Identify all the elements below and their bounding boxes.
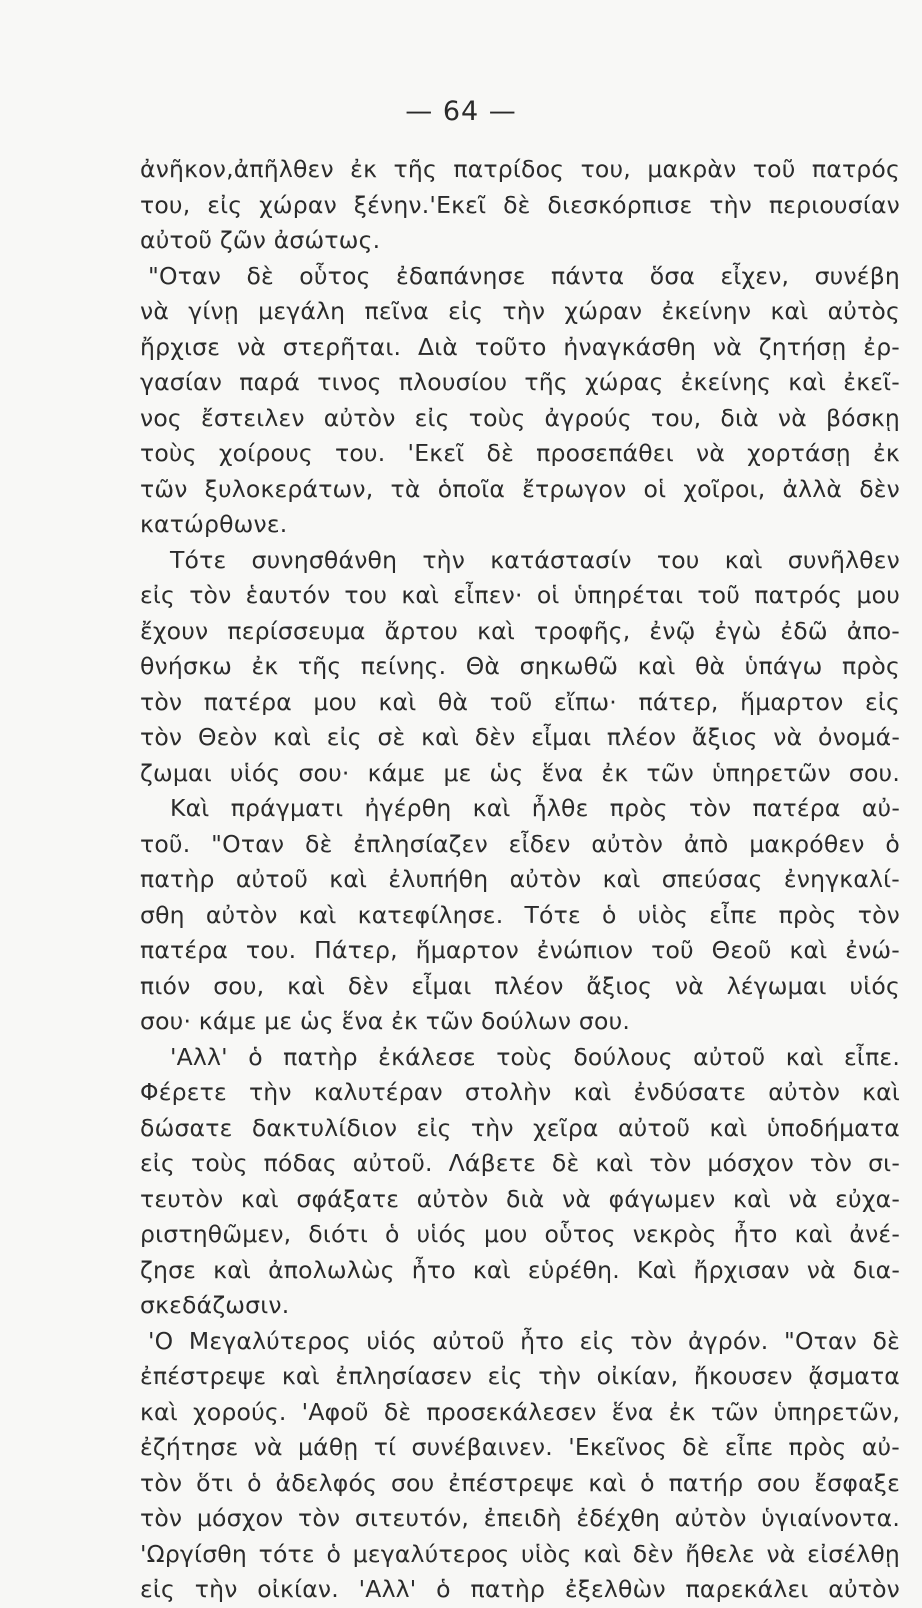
text-line: Φέρετε τὴν καλυτέραν στολὴν καὶ ἐνδύσατε αὐτὸν καὶ [140, 1078, 900, 1106]
text-line: 'Ωργίσθη τότε ὁ μεγαλύτερος υἱὸς καὶ δὲν ἤθελε νὰ εἰσέλθῃ [140, 1539, 900, 1568]
paragraph [140, 259, 900, 543]
text-line: καὶ χορούς. 'Αφοῦ δὲ προσεκάλεσεν ἕνα ἐκ τῶν ὑπηρετῶν, [140, 1397, 900, 1426]
text-line: πιόν σου, καὶ δὲν εἶμαι πλέον ἄξιος νὰ λέγωμαι υἱός [140, 971, 900, 1000]
text-line: πατὴρ αὐτοῦ καὶ ἐλυπήθη αὐτὸν καὶ σπεύσας ἐνηγκαλί- [140, 865, 900, 893]
paragraph [140, 791, 900, 1040]
text-line: σου· κάμε με ὡς ἕνα ἐκ τῶν δούλων σου. [140, 1007, 631, 1035]
text-line: Καὶ πράγματι ἠγέρθη καὶ ἦλθε πρὸς τὸν πατέρα αὐ- [170, 794, 900, 822]
text-line: ριστηθῶμεν, διότι ὁ υἱός μου οὗτος νεκρὸς ἦτο καὶ ἀνέ- [140, 1220, 900, 1248]
text-line: εἰς τὴν οἰκίαν. 'Αλλ' ὁ πατὴρ ἐξελθὼν παρεκάλει αὐτὸν [140, 1575, 900, 1603]
text-line: σθη αὐτὸν καὶ κατεφίλησε. Τότε ὁ υἱὸς εἶπε πρὸς τὸν [140, 900, 900, 929]
text-line: Τότε συνησθάνθη τὴν κατάστασίν του καὶ συνῆλθεν [170, 545, 900, 574]
text-line: θνήσκω ἐκ τῆς πείνης. Θὰ σηκωθῶ καὶ θὰ ὑπάγω πρὸς [140, 652, 900, 680]
text-line: τῶν ξυλοκεράτων, τὰ ὁποῖα ἔτρωγον οἱ χοῖροι, ἀλλὰ δὲν [140, 474, 900, 503]
text-line: αὐτοῦ ζῶν ἀσώτως. [140, 226, 381, 254]
page-number: — 64 — [405, 96, 517, 127]
text-line: ζησε καὶ ἀπολωλὼς ἦτο καὶ εὑρέθη. Καὶ ἤρχισαν νὰ δια- [140, 1255, 900, 1284]
text-line: ἔχουν περίσσευμα ἄρτου καὶ τροφῆς, ἐνῷ ἐγὼ ἐδῶ ἀπο- [140, 616, 900, 645]
text-line: εἰς τὸν ἑαυτόν του καὶ εἶπεν· οἱ ὑπηρέται τοῦ πατρός μου [140, 581, 900, 609]
text-line: κατώρθωνε. [140, 510, 288, 538]
text-line: νὰ γίνῃ μεγάλη πεῖνα εἰς τὴν χώραν ἐκείνην καὶ αὐτὸς [140, 297, 900, 325]
body-text [140, 152, 900, 1608]
text-line: τευτὸν καὶ σφάξατε αὐτὸν διὰ νὰ φάγωμεν καὶ νὰ εὐχα- [140, 1184, 900, 1213]
text-line: τὸν Θεὸν καὶ εἰς σὲ καὶ δὲν εἶμαι πλέον ἄξιος νὰ ὀνομά- [140, 723, 900, 751]
text-line: γασίαν παρά τινος πλουσίου τῆς χώρας ἐκείνης καὶ ἐκεῖ- [140, 368, 900, 396]
text-line: του, εἰς χώραν ξένην.'Εκεῖ δὲ διεσκόρπισε τὴν περιουσίαν [140, 190, 900, 219]
text-line: πατέρα του. Πάτερ, ἥμαρτον ἐνώπιον τοῦ Θεοῦ καὶ ἐνώ- [140, 936, 900, 964]
text-line: τὸν ὅτι ὁ ἀδελφός σου ἐπέστρεψε καὶ ὁ πατήρ σου ἔσφαξε [140, 1468, 900, 1497]
text-line: τοῦ. "Οταν δὲ ἐπλησίαζεν εἶδεν αὐτὸν ἀπὸ μακρόθεν ὁ [140, 829, 900, 858]
paragraph [140, 1040, 900, 1324]
text-line: ἀνῆκον,ἀπῆλθεν ἐκ τῆς πατρίδος του, μακρὰν τοῦ πατρός [140, 155, 900, 183]
text-line: ἤρχισε νὰ στερῆται. Διὰ τοῦτο ἠναγκάσθη νὰ ζητήσῃ ἐρ- [140, 332, 900, 361]
text-line: δώσατε δακτυλίδιον εἰς τὴν χεῖρα αὐτοῦ καὶ ὑποδήματα [140, 1113, 900, 1142]
text-line: "Οταν δὲ οὗτος ἐδαπάνησε πάντα ὅσα εἶχεν, συνέβη [148, 261, 900, 290]
text-line: 'Αλλ' ὁ πατὴρ ἐκάλεσε τοὺς δούλους αὐτοῦ καὶ εἶπε. [170, 1042, 900, 1071]
paragraph [140, 152, 900, 259]
text-line: ἐζήτησε νὰ μάθῃ τί συνέβαινεν. 'Εκεῖνος δὲ εἶπε πρὸς αὐ- [140, 1433, 900, 1461]
text-line: ζωμαι υἱός σου· κάμε με ὡς ἕνα ἐκ τῶν ὑπηρετῶν σου. [140, 758, 900, 787]
paragraph [140, 1324, 900, 1608]
text-line: σκεδάζωσιν. [140, 1291, 290, 1319]
text-line: νος ἔστειλεν αὐτὸν εἰς τοὺς ἀγρούς του, διὰ νὰ βόσκῃ [140, 403, 900, 432]
text-line: τὸν πατέρα μου καὶ θὰ τοῦ εἴπω· πάτερ, ἥμαρτον εἰς [140, 687, 900, 716]
text-line: εἰς τοὺς πόδας αὐτοῦ. Λάβετε δὲ καὶ τὸν μόσχον τὸν σι- [140, 1149, 900, 1177]
text-line: 'Ο Μεγαλύτερος υἱός αὐτοῦ ἦτο εἰς τὸν ἀγρόν. "Οταν δὲ [148, 1326, 900, 1355]
text-line: τοὺς χοίρους του. 'Εκεῖ δὲ προσεπάθει νὰ χορτάσῃ ἐκ [140, 439, 900, 467]
paragraph [140, 543, 900, 792]
text-line: τὸν μόσχον τὸν σιτευτόν, ἐπειδὴ ἐδέχθη αὐτὸν ὑγιαίνοντα. [140, 1504, 900, 1532]
text-line: ἐπέστρεψε καὶ ἐπλησίασεν εἰς τὴν οἰκίαν, ἤκουσεν ᾄσματα [140, 1362, 900, 1390]
